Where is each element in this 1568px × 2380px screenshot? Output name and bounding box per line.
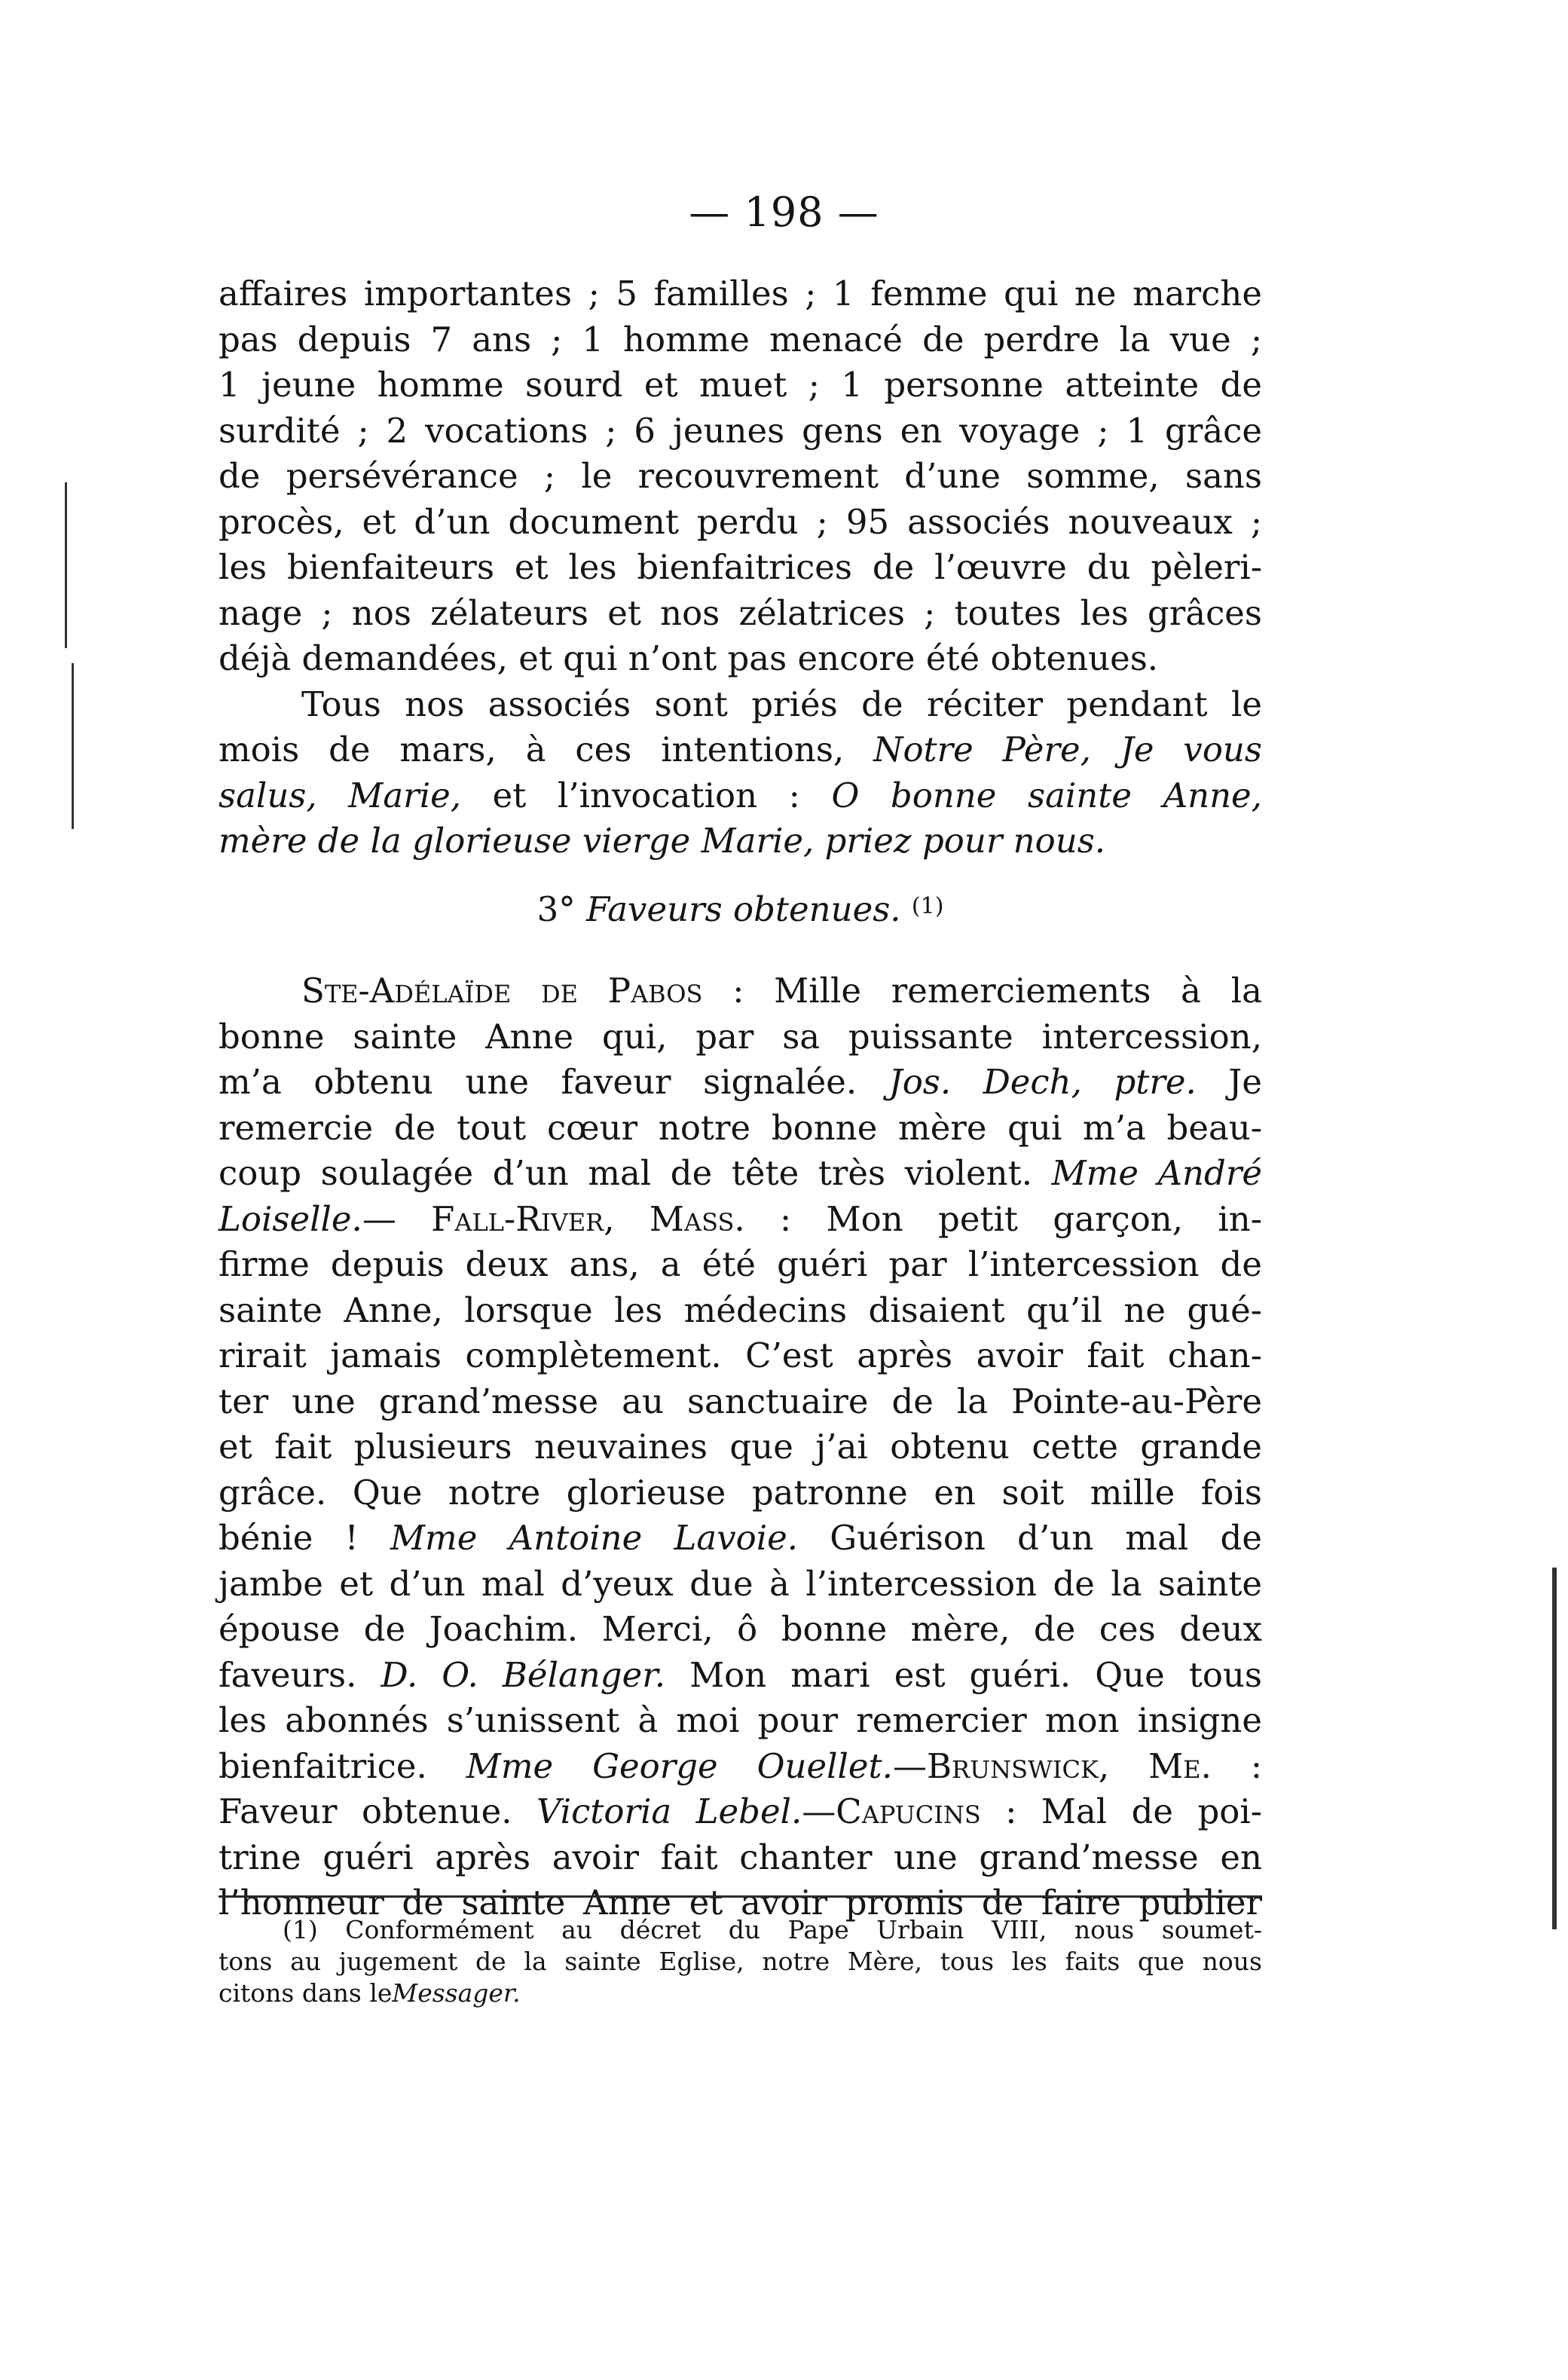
text-run: mois de mars, à ces intentions, [219, 730, 845, 769]
text-line: nage ; nos zélateurs et nos zélatrices ; toutes les grâces [219, 592, 1262, 633]
heading-prefix: 3° [536, 889, 576, 929]
footnote-line [219, 1978, 1262, 2009]
text-run: coup soulagée d’un mal de tête très violent. [219, 1153, 1052, 1193]
place-name: Brunswick, Me. [926, 1745, 1212, 1786]
text-run: citons dans le [219, 1978, 393, 2008]
margin-mark [65, 482, 67, 648]
text-line: pas depuis 7 ans ; 1 homme menacé de perdre la vue ; [219, 319, 1262, 359]
publication-title: Messager. [392, 1978, 521, 2008]
invocation: mère de la glorieuse vierge Marie, priez pour nous. [219, 821, 1106, 861]
text-run: Guérison d’un mal de [798, 1518, 1262, 1558]
text-run: firme depuis deux ans, a été guéri par l’intercession de [219, 1244, 1262, 1284]
text-line [219, 1014, 1262, 1060]
text-run: jambe et d’un mal d’yeux due à l’intercession de la sainte [219, 1563, 1262, 1604]
signature: D. O. Bélanger. [381, 1654, 666, 1695]
text-line: les bienfaiteurs et les bienfaitrices de l’œuvre du pèleri- [219, 547, 1262, 587]
text-line [219, 1288, 1262, 1334]
text-run: trine guéri après avoir fait chanter une grand’messe en [219, 1837, 1262, 1877]
text-run: bonne sainte Anne qui, par sa puissante intercession, [219, 1016, 1262, 1057]
text-line [219, 1424, 1262, 1470]
text-run: bienfaitrice. [219, 1745, 466, 1786]
footnote-rule [219, 1895, 1262, 1898]
text-line [219, 1607, 1262, 1653]
signature: Mme Antoine Lavoie. [390, 1518, 799, 1558]
text-line: procès, et d’un document perdu ; 95 associés nouveaux ; [219, 501, 1262, 542]
text-run: faveurs. [219, 1654, 381, 1695]
place-name: Ste-Adélaïde de Pabos [301, 971, 703, 1011]
text-run: rirait jamais complètement. C’est après avoir fait chan- [219, 1335, 1262, 1375]
text-run: l’honneur de sainte Anne et avoir promis de faire publier [219, 1883, 1262, 1923]
text-line [219, 1653, 1262, 1699]
favors-paragraph [219, 968, 1262, 1926]
text-line: 1 jeune homme sourd et muet ; 1 personne atteinte de [219, 365, 1262, 405]
text-run: — [892, 1745, 927, 1786]
signature: Jos. Dech, ptre. [888, 1062, 1197, 1102]
text-run: et l’invocation : [492, 775, 800, 815]
text-line [219, 1106, 1262, 1152]
footnote-line: tons au jugement de la sainte Eglise, notre Mère, tous les faits que nous [219, 1947, 1262, 1976]
text-line: déjà demandées, et qui n’ont pas encore été obtenues. [219, 638, 1159, 678]
text-line [219, 1151, 1262, 1197]
text-line [219, 1197, 1262, 1243]
footnote-ref: (1) [911, 892, 944, 919]
text-line [219, 1379, 1262, 1425]
text-line: affaires importantes ; 5 familles ; 1 femme qui ne marche [219, 274, 1262, 314]
text-run: bénie ! [219, 1518, 390, 1558]
text-run: sainte Anne, lorsque les médecins disaient qu’il ne gué- [219, 1289, 1262, 1330]
prayer-name: salus, Marie, [219, 775, 462, 815]
invocation: O bonne sainte Anne, [831, 775, 1262, 815]
text-line: de persévérance ; le recouvrement d’une somme, sans [219, 456, 1262, 496]
text-line [219, 1333, 1262, 1379]
signature: Mme André [1051, 1153, 1262, 1193]
page-number: — 198 — [689, 188, 879, 236]
text-run: ter une grand’messe au sanctuaire de la Pointe-au-Père [219, 1381, 1262, 1421]
text-line [219, 1060, 1262, 1106]
text-line: surdité ; 2 vocations ; 6 jeunes gens en voyage ; 1 grâce [219, 410, 1262, 451]
text-line [219, 1562, 1262, 1608]
text-run: Je [1196, 1062, 1262, 1102]
text-line [219, 1835, 1262, 1881]
text-line [219, 818, 1262, 864]
heading-title: Faveurs obtenues. [586, 889, 901, 929]
footnote-line: (1) Conformément au décret du Pape Urbain VIII, nous soumet- [283, 1915, 1262, 1944]
text-run: m’a obtenu une faveur signalée. [219, 1062, 889, 1102]
section-heading [219, 884, 1262, 930]
margin-mark [1552, 1568, 1557, 1929]
text-line [219, 1698, 1262, 1744]
text-run: grâce. Que notre glorieuse patronne en soit mille fois [219, 1472, 1262, 1513]
footnote [219, 1914, 1262, 2009]
margin-mark [72, 663, 74, 829]
text-run: Mon mari est guéri. Que tous [665, 1654, 1262, 1695]
text-run: — [802, 1791, 836, 1831]
text-line [219, 1744, 1262, 1790]
text-line: Tous nos associés sont priés de réciter pendant le [301, 684, 1262, 724]
text-run: et fait plusieurs neuvaines que j’ai obtenu cette grande [219, 1427, 1262, 1467]
intentions-paragraph [219, 271, 1262, 682]
text-line [219, 1789, 1262, 1835]
place-name: Fall-River, Mass. [431, 1198, 745, 1239]
text-run: : Mon petit garçon, in- [744, 1198, 1262, 1239]
text-line [219, 1470, 1262, 1516]
text-line [219, 773, 1262, 819]
text-run: épouse de Joachim. Merci, ô bonne mère, de ces deux [219, 1609, 1262, 1649]
signature: Victoria Lebel. [536, 1791, 802, 1831]
text-run: : Mal de poi- [980, 1791, 1263, 1831]
text-line [219, 1242, 1262, 1288]
prayer-paragraph [219, 682, 1262, 864]
text-run: Faveur obtenue. [219, 1791, 536, 1831]
text-line [219, 727, 1262, 773]
text-run: : Mille remerciements à la [702, 971, 1262, 1011]
text-line [219, 968, 1262, 1014]
text-run: : [1211, 1745, 1263, 1786]
prayer-name: Notre Père, Je vous [873, 730, 1262, 769]
text-run: remercie de tout cœur notre bonne mère qui m’a beau- [219, 1107, 1262, 1148]
signature: Mme George Ouellet. [466, 1745, 893, 1786]
signature: Loiselle. [219, 1198, 362, 1239]
body-text [219, 271, 1262, 1926]
place-name: Capucins [836, 1791, 981, 1831]
text-run: les abonnés s’unissent à moi pour remercier mon insigne [219, 1700, 1262, 1740]
text-line [219, 1516, 1262, 1562]
text-run: — [362, 1198, 432, 1239]
